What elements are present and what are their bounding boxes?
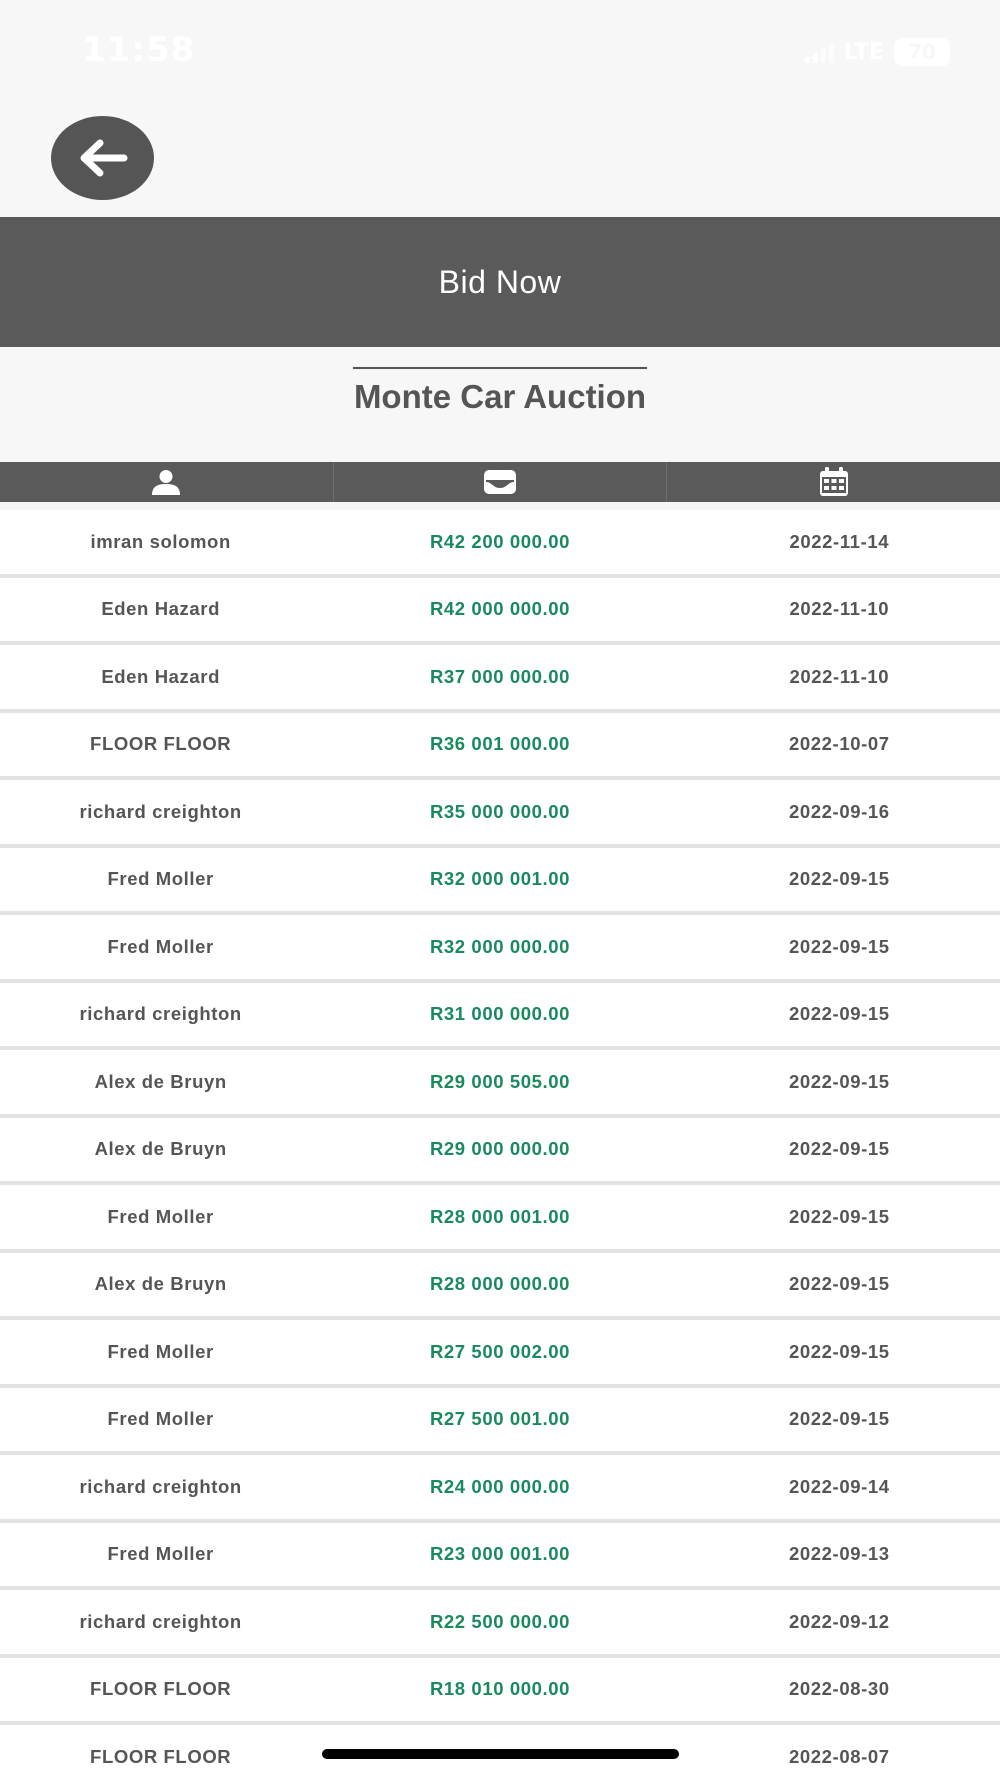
- bid-amount: R32 000 000.00: [429, 935, 571, 957]
- bidder-name: richard creighton: [79, 1003, 242, 1025]
- bidder-name: Eden Hazard: [101, 665, 220, 687]
- bid-row: [0, 780, 1000, 848]
- bid-row: [0, 510, 1000, 578]
- bidder-name: richard creighton: [79, 800, 242, 822]
- bid-now-label: Bid Now: [438, 263, 562, 300]
- bid-row: [0, 1320, 1000, 1388]
- calendar-icon: [819, 467, 849, 497]
- bidder-name: imran solomon: [90, 530, 231, 552]
- bidder-name: Alex de Bruyn: [94, 1273, 227, 1295]
- bid-date: 2022-09-16: [789, 800, 890, 822]
- bidder-name: Fred Moller: [107, 1205, 214, 1227]
- title-divider: [353, 367, 647, 369]
- bid-date: 2022-09-15: [789, 1340, 890, 1362]
- bid-amount: R42 200 000.00: [429, 530, 571, 552]
- arrow-left-icon: [78, 138, 128, 178]
- bidder-name: Fred Moller: [107, 1408, 214, 1430]
- bid-date: 2022-09-15: [789, 1273, 890, 1295]
- bidder-name: Fred Moller: [107, 868, 214, 890]
- bidder-name: FLOOR FLOOR: [90, 1745, 232, 1767]
- bid-row: [0, 848, 1000, 916]
- bidder-name: FLOOR FLOOR: [90, 733, 232, 755]
- bid-row: [0, 1185, 1000, 1253]
- bid-amount: R27 500 001.00: [429, 1408, 571, 1430]
- bid-amount: R37 000 000.00: [429, 665, 571, 687]
- bid-date: 2022-10-07: [789, 733, 890, 755]
- status-bar: [0, 0, 1000, 105]
- signal-icon: [805, 41, 834, 63]
- back-button[interactable]: [51, 116, 154, 200]
- bid-date: 2022-09-15: [789, 868, 890, 890]
- battery-level: 70: [908, 40, 936, 64]
- bid-row: [0, 1658, 1000, 1726]
- bid-amount: R28 000 000.00: [429, 1273, 571, 1295]
- bid-row: [0, 915, 1000, 983]
- bid-row: [0, 1590, 1000, 1658]
- bid-amount: R24 000 000.00: [429, 1475, 571, 1497]
- table-header: [0, 462, 1000, 502]
- bid-date: 2022-08-30: [789, 1678, 890, 1700]
- bid-row: [0, 1118, 1000, 1186]
- status-time: 11:58: [82, 30, 196, 70]
- bid-date: 2022-11-14: [789, 530, 890, 552]
- bid-date: 2022-11-10: [789, 665, 890, 687]
- bid-history-list: [0, 510, 1000, 1778]
- bid-amount: R29 000 505.00: [429, 1070, 571, 1092]
- bid-amount: R18 010 000.00: [429, 1678, 571, 1700]
- bid-row: [0, 1455, 1000, 1523]
- bid-row: [0, 1050, 1000, 1118]
- network-label: LTE: [843, 39, 884, 65]
- bid-row: [0, 1388, 1000, 1456]
- user-icon: [151, 469, 181, 495]
- column-date: [667, 462, 1000, 502]
- status-indicators: [805, 38, 950, 66]
- bid-amount: R36 001 000.00: [429, 733, 571, 755]
- bid-date: 2022-09-15: [789, 1408, 890, 1430]
- bid-amount: R29 000 000.00: [429, 1138, 571, 1160]
- bid-amount: R22 500 000.00: [429, 1610, 571, 1632]
- column-amount: [334, 462, 668, 502]
- bid-amount: R23 000 001.00: [429, 1543, 571, 1565]
- bidder-name: richard creighton: [79, 1610, 242, 1632]
- bid-date: 2022-08-07: [789, 1745, 890, 1767]
- bid-date: 2022-09-13: [789, 1543, 890, 1565]
- bid-row: [0, 645, 1000, 713]
- bid-amount: R35 000 000.00: [429, 800, 571, 822]
- bid-date: 2022-09-15: [789, 1070, 890, 1092]
- bid-date: 2022-09-14: [789, 1475, 890, 1497]
- bid-amount: R27 500 002.00: [429, 1340, 571, 1362]
- bidder-name: richard creighton: [79, 1475, 242, 1497]
- bidder-name: Fred Moller: [107, 935, 214, 957]
- bid-date: 2022-09-15: [789, 1138, 890, 1160]
- bid-date: 2022-09-15: [789, 1003, 890, 1025]
- bidder-name: Eden Hazard: [101, 598, 220, 620]
- bid-now-button[interactable]: [0, 217, 1000, 347]
- bid-date: 2022-11-10: [789, 598, 890, 620]
- bidder-name: Fred Moller: [107, 1543, 214, 1565]
- bidder-name: Alex de Bruyn: [94, 1138, 227, 1160]
- home-indicator: [322, 1749, 679, 1759]
- bid-row: [0, 578, 1000, 646]
- bid-amount: R28 000 001.00: [429, 1205, 571, 1227]
- bid-row: [0, 1253, 1000, 1321]
- bid-date: 2022-09-12: [789, 1610, 890, 1632]
- battery-icon: [894, 38, 950, 66]
- column-bidder: [0, 462, 334, 502]
- page-title: Monte Car Auction: [353, 378, 647, 415]
- bidder-name: FLOOR FLOOR: [90, 1678, 232, 1700]
- bid-date: 2022-09-15: [789, 935, 890, 957]
- wallet-icon: [483, 469, 517, 495]
- bid-amount: R32 000 001.00: [429, 868, 571, 890]
- bid-row: [0, 1523, 1000, 1591]
- bid-row: [0, 983, 1000, 1051]
- bidder-name: Alex de Bruyn: [94, 1070, 227, 1092]
- bid-row: [0, 713, 1000, 781]
- bidder-name: Fred Moller: [107, 1340, 214, 1362]
- bid-date: 2022-09-15: [789, 1205, 890, 1227]
- bid-amount: R31 000 000.00: [429, 1003, 571, 1025]
- bid-amount: R42 000 000.00: [429, 598, 571, 620]
